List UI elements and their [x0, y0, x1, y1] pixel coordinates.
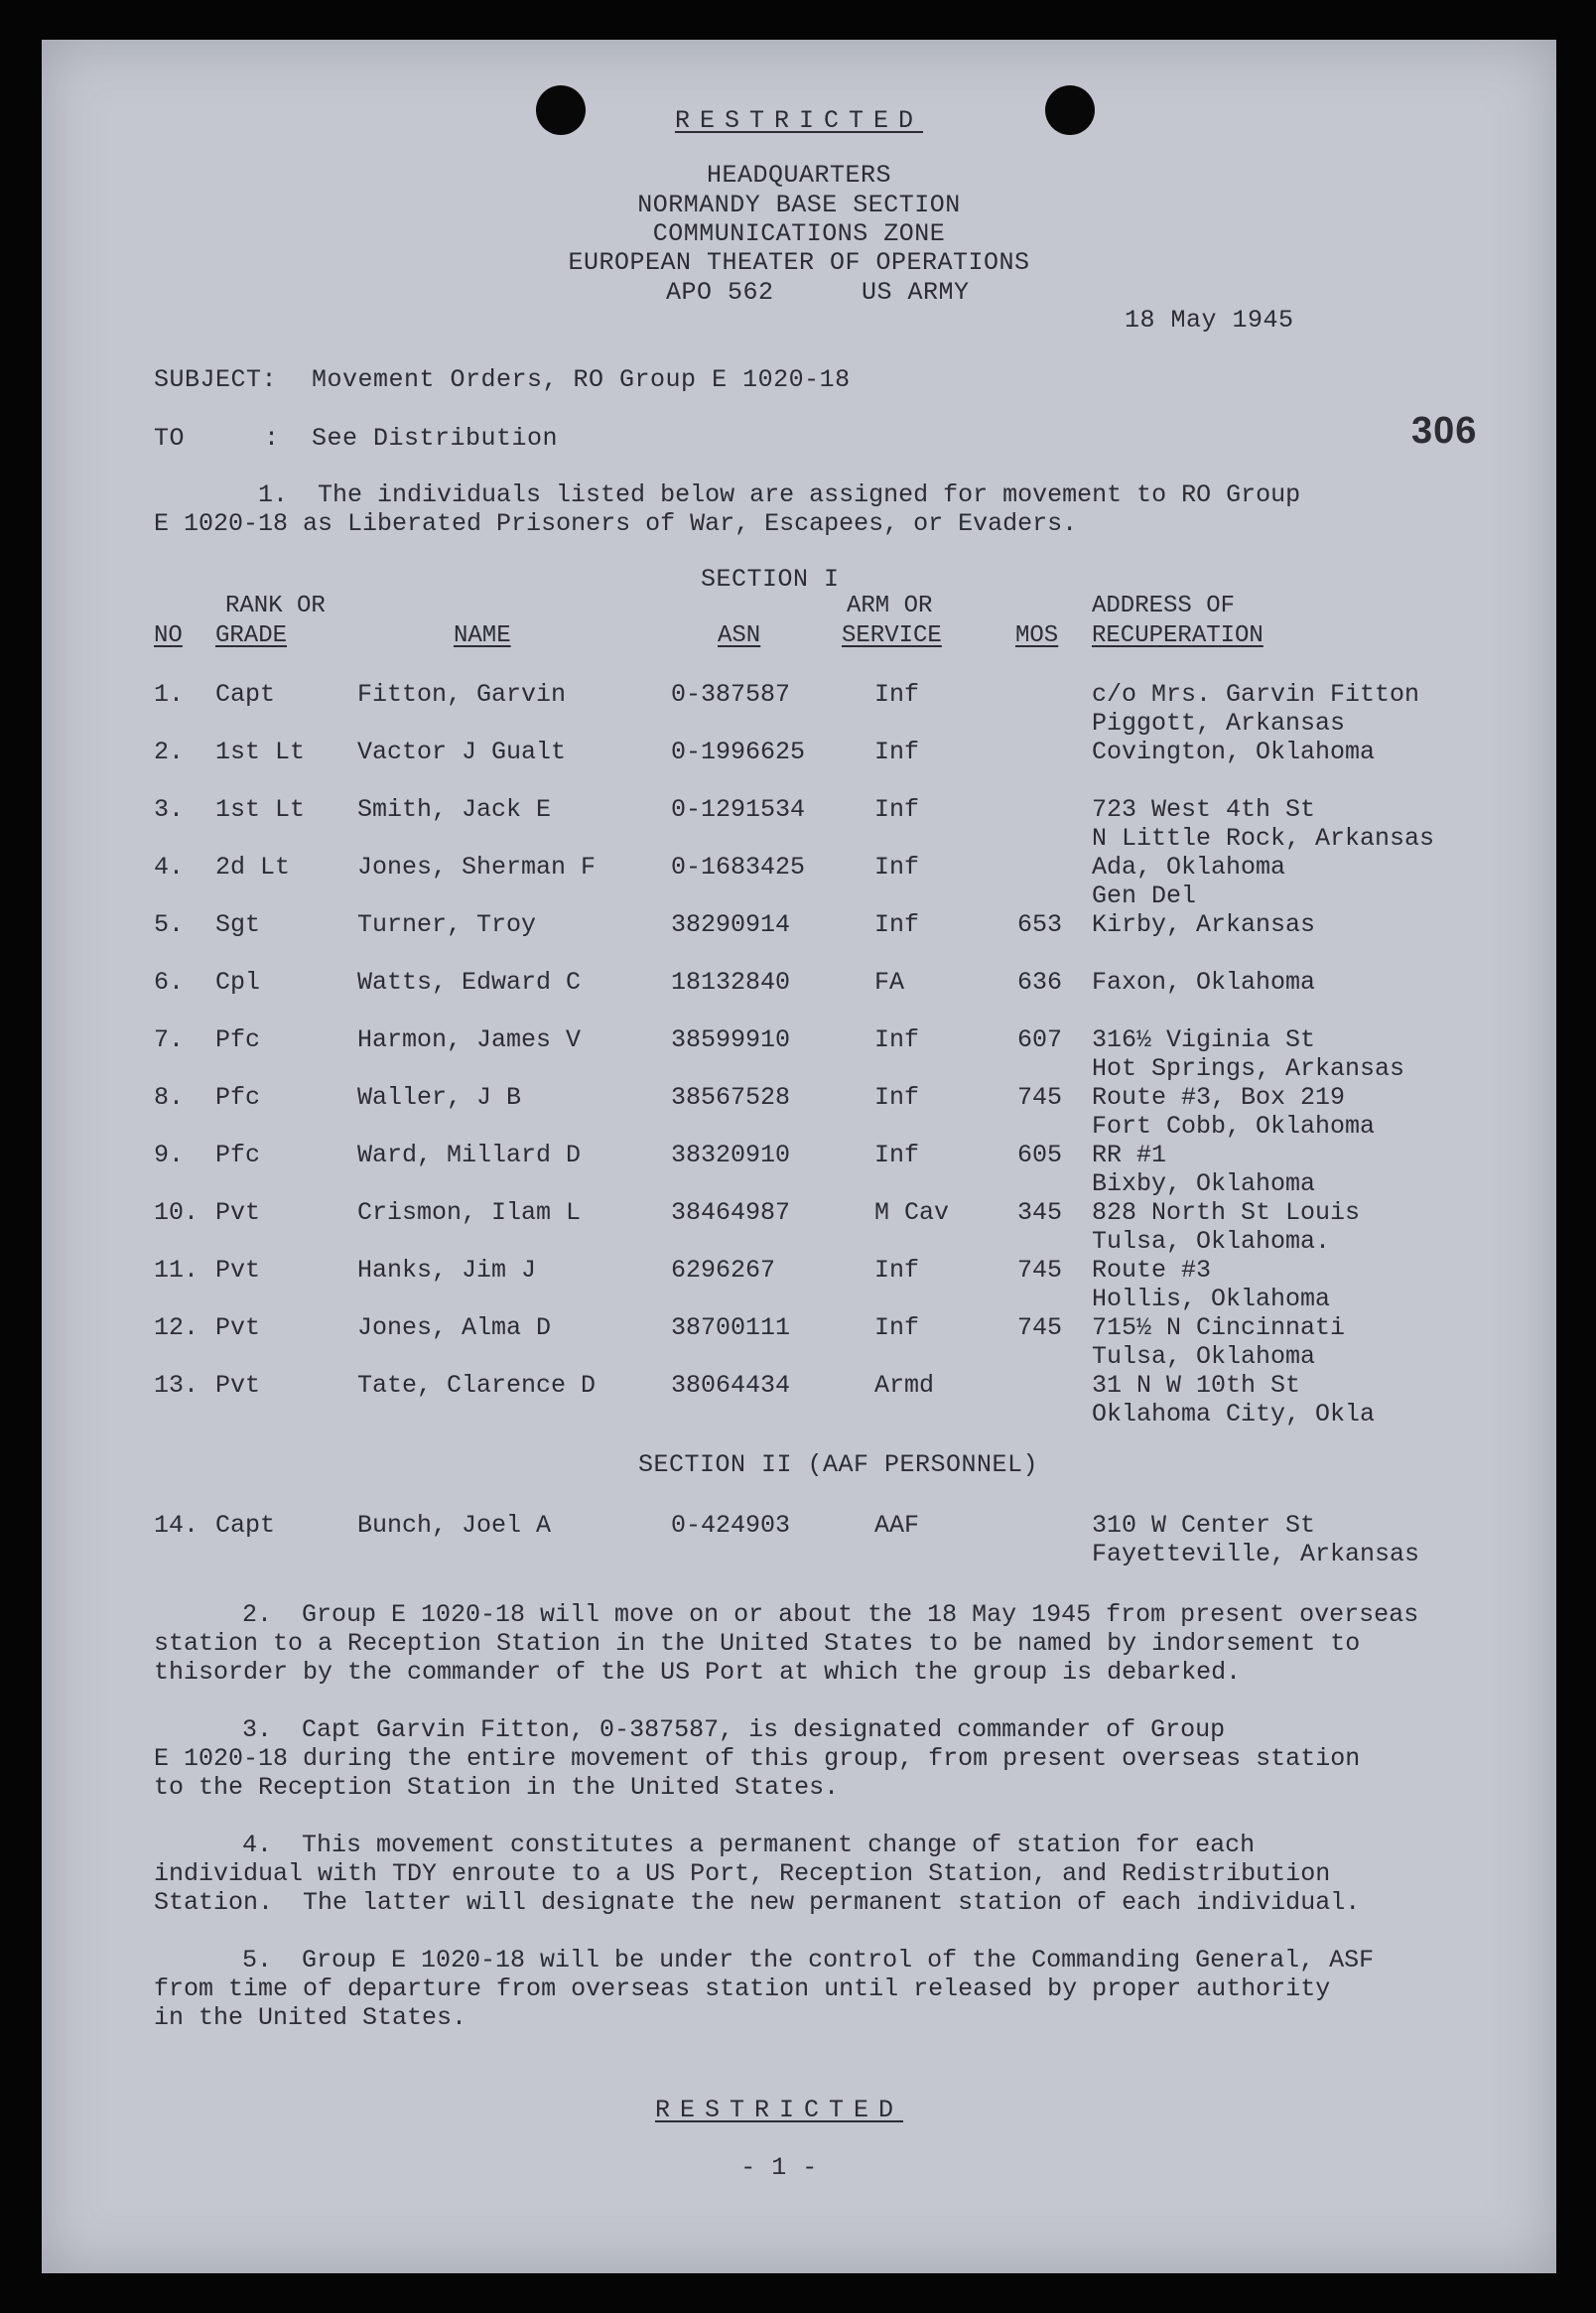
document-date: 18 May 1945	[1125, 306, 1294, 335]
section-2-title: SECTION II (AAF PERSONNEL)	[638, 1450, 1039, 1479]
section-1-title: SECTION I	[701, 565, 840, 594]
subject-text: Movement Orders, RO Group E 1020-18	[312, 365, 851, 394]
document-page: RESTRICTED HEADQUARTERS NORMANDY BASE SECTION COMMUNICATIONS ZONE EUROPEAN THEATER OF OPERATIONS APO 562 US ARMY 18 May 1945 306 SUBJECT: Movement Orders, RO Group E 1020-18 TO : See Distribution 1. The individuals listed below are assigned for movement to RO Group E 1020-18 as Liberated Prisoners of War, Escapees, or Evaders. SECTION I NO RANK OR GRADE NAME ASN ARM OR SERVICE MOS ADDRESS OF RECUPERATION 1. Capt Fitton, Garvin 0-387587 Inf c/o Mrs. Garvin Fitton Piggott, Arkansas 2. 1st Lt Vactor J Gualt 0-1996625 Inf Covington, Oklahoma 3. 1st Lt Smith, Jack E 0-1291534 Inf 723 West 4th St N Little Rock, Arkansas 4. 2d Lt Jones, Sherman F 0-1683425 Inf Ada, Oklahoma Gen Del 5. Sgt Turner, Troy 38290914 Inf 653 Kirby, Arkansas 6. Cpl Watts, Edward C 18132840 FA 636 Faxon, Oklahoma 7. Pfc Harmon, James V 38599910 Inf 607 316½ Viginia St Hot Springs, Arkansas 8. Pfc Waller, J B 38567528 Inf 745 Route #3, Box 219 Fort Cobb, Oklahoma 9. Pfc Ward, Millard D 38320910 Inf 605 RR #1 Bixby, Oklahoma 10. Pvt Crismon, Ilam L 38464987 M Cav 345 828 North St Louis Tulsa, Oklahoma. 11. Pvt Hanks, Jim J 6296267 Inf 745 Route #3 Hollis, Oklahoma 12. Pvt Jones, Alma D 38700111 Inf 745 715½ N Cincinnati Tulsa, Oklahoma 13. Pvt Tate, Clarence D 38064434 Armd 31 N W 10th St Oklahoma City, Okla SECTION II (AAF PERSONNEL) 14. Capt Bunch, Joel A 0-424903 AAF 310 W Center St Fayetteville, Arkansas 2. Group E 1020-18 will move on or about the 18 May 1945 from present overseas station to a Reception Station in the United States to be named by indorsement to thisorder by the commander of the US Port at which the group is debarked. 3. Capt Garvin Fitton, 0-387587, is designated commander of Group E 1020-18 during the entire movement of this group, from present overseas station to the Reception Station in the United States. 4. This movement constitutes a permanent change of station for each individual with TDY enroute to a US Port, Reception Station, and Redistribution Station. The latter will designate the new permanent station of each individual. 5. Group E 1020-18 will be under the control of the Commanding General, ASF from time of departure from overseas station until released by proper authority in the United States. RESTRICTED - 1 -	[42, 40, 1556, 2273]
col-header-address: ADDRESS OF RECUPERATION	[1092, 593, 1264, 649]
org-line-2: NORMANDY BASE SECTION	[637, 191, 961, 219]
org-line-4: EUROPEAN THEATER OF OPERATIONS	[568, 248, 1030, 277]
org-line-1: HEADQUARTERS	[706, 161, 892, 190]
page-stamp-number: 306	[1411, 410, 1478, 452]
col-header-arm: ARM OR SERVICE	[842, 593, 942, 649]
to-label: TO	[154, 424, 186, 453]
page-number: - 1 -	[740, 2153, 818, 2182]
subject-label: SUBJECT:	[154, 365, 278, 394]
col-header-name: NAME	[454, 622, 511, 649]
punch-hole-icon	[536, 85, 586, 135]
para1-line1: 1. The individuals listed below are assigned for movement to RO Group	[258, 480, 1301, 509]
to-colon: :	[264, 424, 280, 453]
col-header-rank: RANK OR GRADE	[215, 593, 326, 649]
col-header-asn: ASN	[718, 622, 761, 649]
para1-line2: E 1020-18 as Liberated Prisoners of War, Escapees, or Evaders.	[154, 509, 1078, 538]
col-header-no: NO	[154, 622, 183, 649]
apo-number: APO 562	[666, 278, 774, 307]
punch-hole-icon	[1045, 85, 1095, 135]
army-label: US ARMY	[862, 278, 970, 307]
classification-top: RESTRICTED	[674, 106, 924, 135]
org-line-3: COMMUNICATIONS ZONE	[652, 219, 946, 248]
classification-bottom: RESTRICTED	[654, 2096, 904, 2124]
to-text: See Distribution	[312, 424, 559, 453]
col-header-mos: MOS	[1015, 622, 1059, 649]
